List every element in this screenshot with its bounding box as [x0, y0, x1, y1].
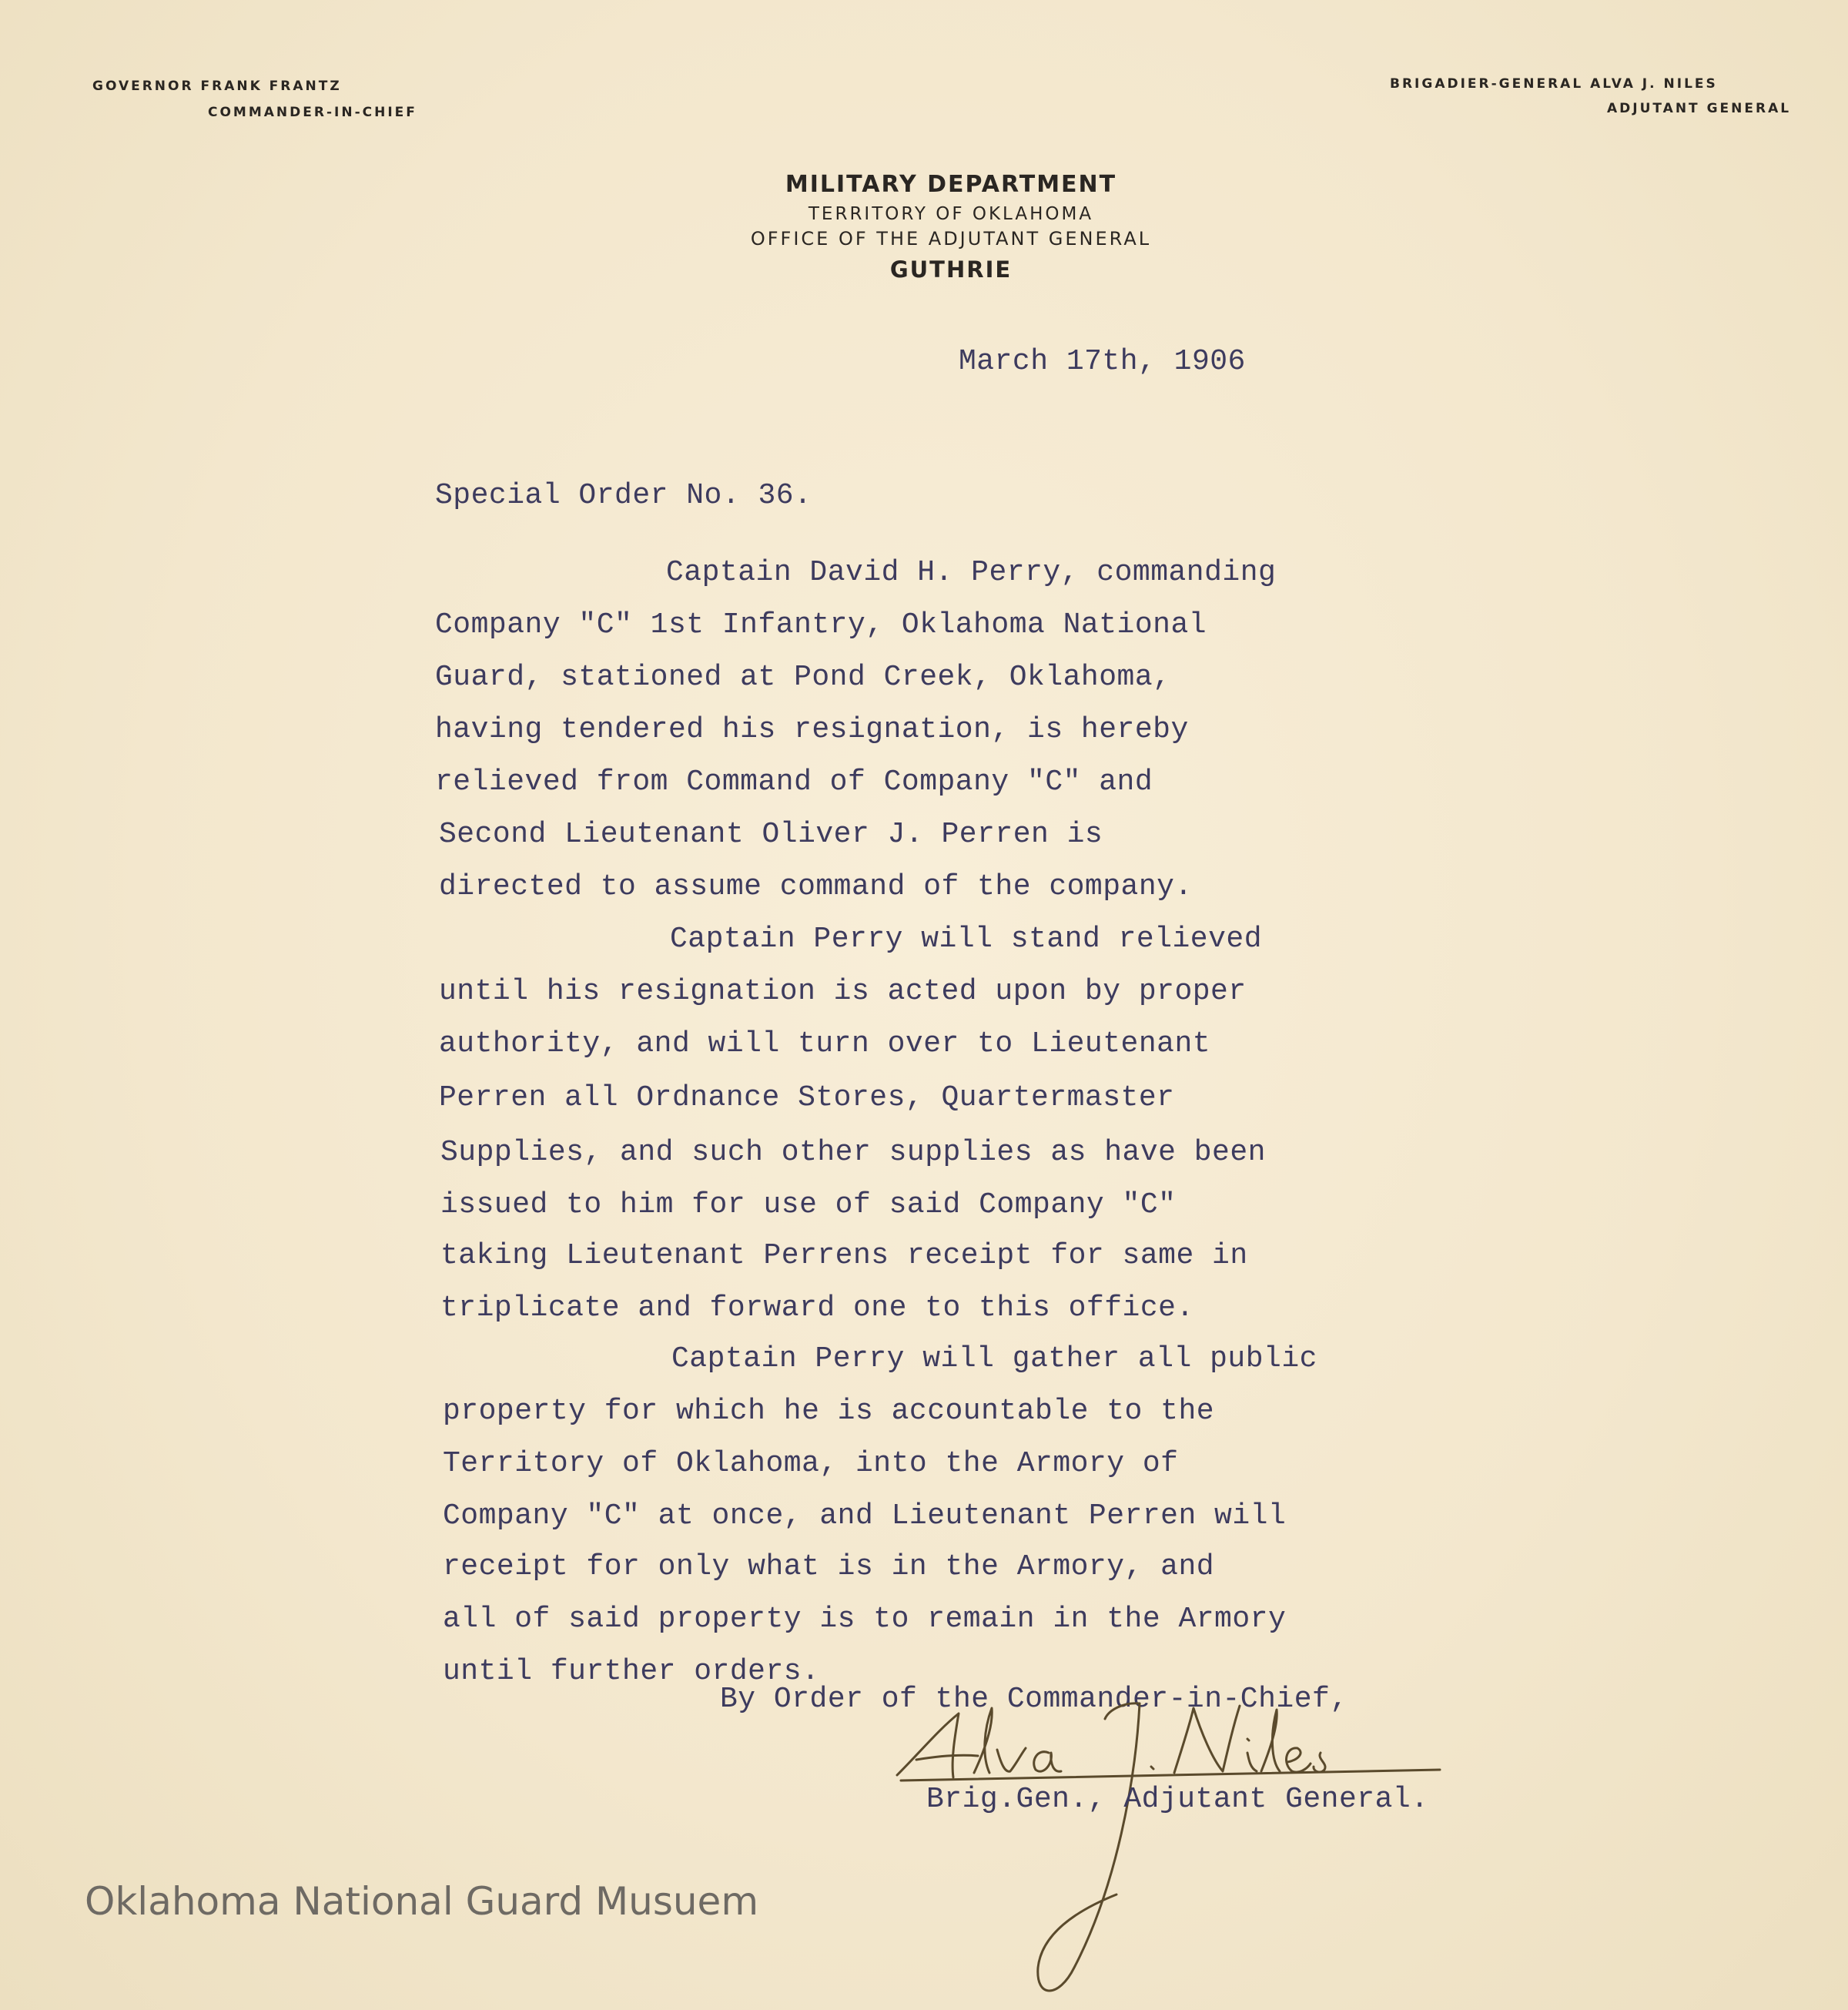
- body-line: having tendered his resignation, is hereby: [435, 713, 1189, 746]
- letterhead-right-line1: BRIGADIER-GENERAL ALVA J. NILES: [1390, 76, 1718, 92]
- signature-image: [886, 1687, 1486, 2010]
- body-line: Perren all Ordnance Stores, Quartermaster: [439, 1081, 1175, 1114]
- body-line: triplicate and forward one to this office.: [440, 1291, 1194, 1325]
- body-line: property for which he is accountable to the: [443, 1395, 1215, 1428]
- museum-watermark: Oklahoma National Guard Musuem: [85, 1879, 759, 1924]
- body-line: directed to assume command of the company.: [439, 870, 1193, 903]
- body-line: Supplies, and such other supplies as have been: [440, 1136, 1266, 1169]
- body-line: relieved from Command of Company "C" and: [435, 765, 1153, 799]
- letterhead-right-line2: ADJUTANT GENERAL: [1607, 101, 1792, 116]
- closing-line: By Order of the Commander-in-Chief,: [720, 1683, 1348, 1716]
- body-line: Second Lieutenant Oliver J. Perren is: [439, 818, 1103, 851]
- body-line: Captain Perry will gather all public: [671, 1342, 1317, 1375]
- letterhead-dept-title: MILITARY DEPARTMENT: [785, 171, 1117, 198]
- body-line: taking Lieutenant Perrens receipt for same in: [440, 1239, 1248, 1272]
- special-order-heading: Special Order No. 36.: [435, 479, 812, 512]
- letter-date: March 17th, 1906: [959, 345, 1246, 378]
- body-line: authority, and will turn over to Lieutenant: [439, 1027, 1211, 1060]
- body-line: issued to him for use of said Company "C": [440, 1188, 1177, 1221]
- body-line: until further orders.: [443, 1655, 820, 1688]
- body-line: Captain Perry will stand relieved: [670, 923, 1263, 956]
- body-line: Territory of Oklahoma, into the Armory of: [443, 1447, 1179, 1480]
- body-line: receipt for only what is in the Armory, and: [443, 1550, 1215, 1583]
- body-line: until his resignation is acted upon by proper: [439, 975, 1247, 1008]
- letterhead-office: OFFICE OF THE ADJUTANT GENERAL: [750, 228, 1152, 250]
- letterhead-left-line1: GOVERNOR FRANK FRANTZ: [92, 79, 342, 94]
- letterhead-city: GUTHRIE: [889, 256, 1013, 283]
- letterhead-territory: TERRITORY OF OKLAHOMA: [808, 204, 1094, 224]
- body-line: Guard, stationed at Pond Creek, Oklahoma,: [435, 661, 1171, 694]
- body-line: Company "C" at once, and Lieutenant Perren will: [443, 1499, 1287, 1533]
- letterhead-left-line2: COMMANDER-IN-CHIEF: [208, 105, 417, 120]
- body-line: all of said property is to remain in the Armory: [443, 1603, 1287, 1636]
- signer-title: Brig.Gen., Adjutant General.: [926, 1783, 1429, 1816]
- body-line: Company "C" 1st Infantry, Oklahoma National: [435, 608, 1207, 642]
- body-line: Captain David H. Perry, commanding: [666, 556, 1277, 589]
